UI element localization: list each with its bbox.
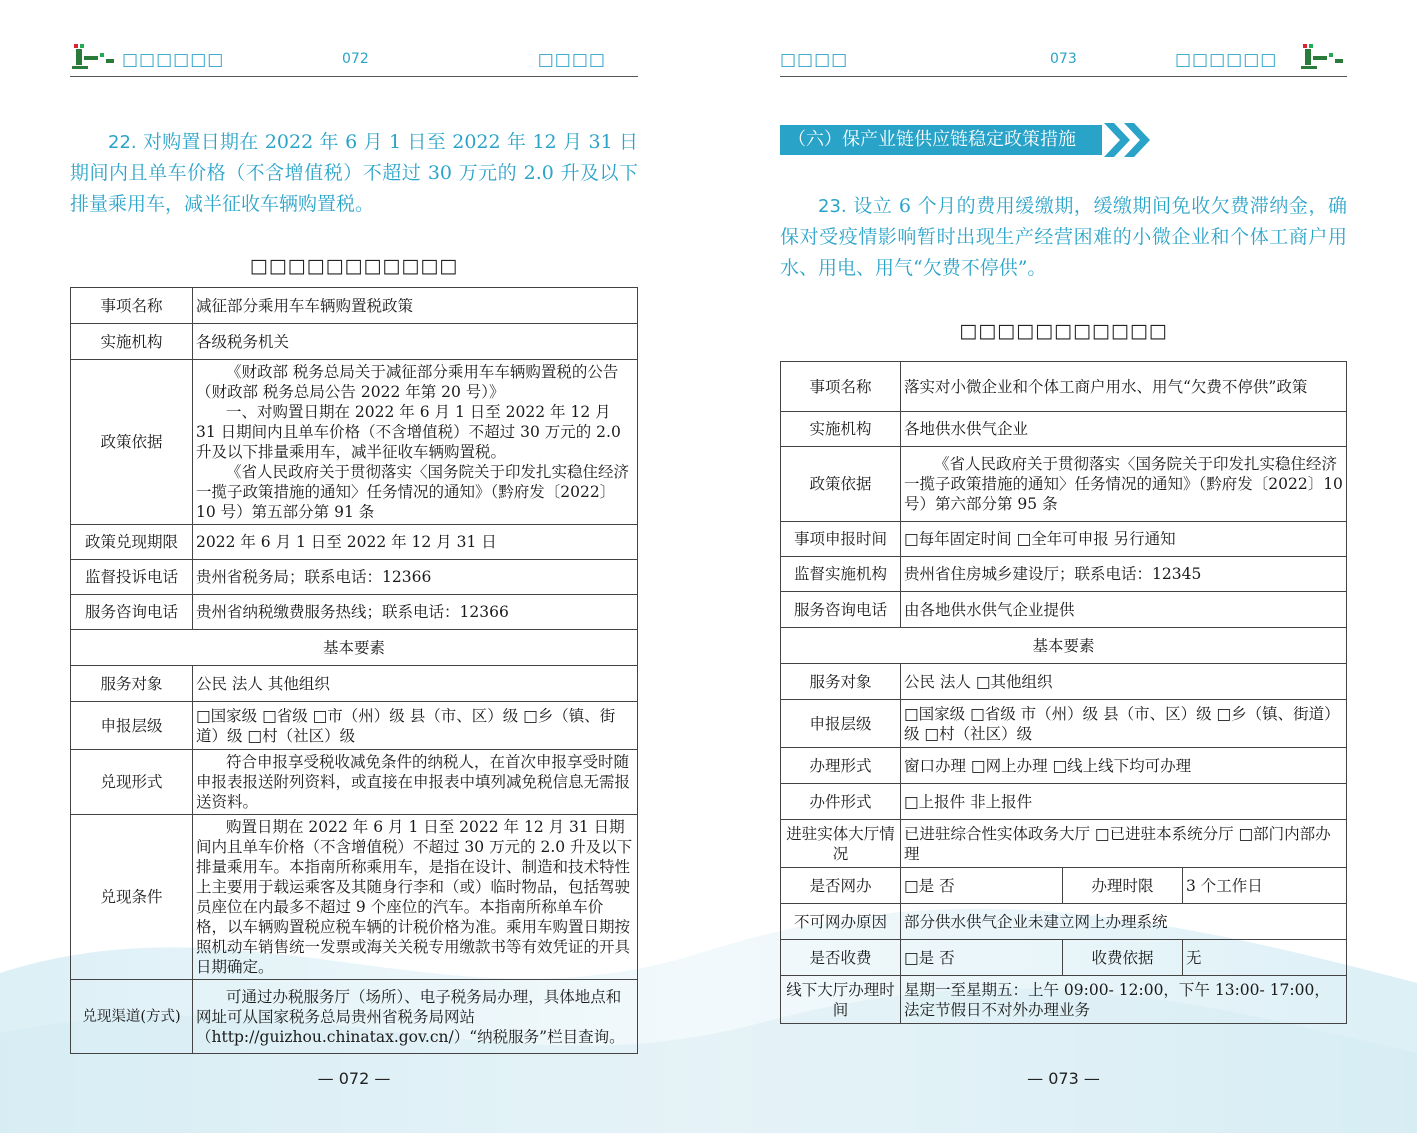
row-value-text: 符合申报享受税收减免条件的纳税人，在首次申报享受时随申报表报送附列资料，或直接在申报表中填列减免税信息无需报送资料。: [196, 753, 631, 811]
double-chevron-icon: [1102, 121, 1154, 159]
page-header: [70, 42, 638, 77]
row-label: 办理时限: [1063, 868, 1183, 904]
table-row: [71, 288, 638, 324]
row-value: [193, 815, 638, 980]
row-value: 公民 法人 □其他组织: [901, 664, 1347, 700]
header-section: □□□□: [780, 50, 849, 70]
header-page-number: 072: [342, 51, 369, 67]
section-heading: 基本要素: [781, 628, 1347, 664]
table-row: [781, 748, 1347, 784]
table-row: [71, 666, 638, 702]
table-row: [781, 784, 1347, 820]
basis-line: 《财政部 税务总局关于减征部分乘用车车辆购置税的公告（财政部 税务总局公告 2022 年第 20 号）》: [196, 363, 619, 401]
row-value: 各级税务机关: [193, 324, 638, 360]
row-value: □是 否: [901, 868, 1063, 904]
row-value: 部分供水供气企业未建立网上办理系统: [901, 904, 1347, 940]
row-value-text: 《省人民政府关于贯彻落实〈国务院关于印发扎实稳住经济一揽子政策措施的通知〉任务情况的通知》（黔府发〔2022〕10 号）第六部分第 95 条: [904, 455, 1343, 513]
row-value: [193, 980, 638, 1054]
row-value: 窗口办理 □网上办理 □线上线下均可办理: [901, 748, 1347, 784]
row-label: 申报层级: [781, 700, 901, 748]
row-value-text: 可通过办税服务厅（场所）、电子税务局办理，具体地点和网址可从国家税务总局贵州省税务局网站（http://guizhou.chinatax.gov.cn/）“纳税服务”栏目查询。: [196, 987, 625, 1046]
policy-lead-paragraph: [780, 191, 1347, 284]
row-value: 贵州省税务局；联系电话：12366: [193, 560, 638, 595]
row-label: 兑现条件: [71, 815, 193, 980]
row-value: 减征部分乘用车车辆购置税政策: [193, 288, 638, 324]
row-label: 是否收费: [781, 940, 901, 976]
row-label: 是否网办: [781, 868, 901, 904]
table-row: [71, 750, 638, 815]
table-row: [781, 940, 1347, 976]
page-footer-number: — 073 —: [1027, 1069, 1100, 1088]
policy-info-table: [780, 361, 1347, 1024]
row-label: 兑现形式: [71, 750, 193, 815]
page-footer-number: — 072 —: [317, 1069, 391, 1088]
pixel-logo-icon: [1299, 42, 1347, 72]
row-label: 办件形式: [781, 784, 901, 820]
row-value: □每年固定时间 □全年可申报 另行通知: [901, 522, 1347, 557]
table-row: [781, 700, 1347, 748]
row-value: 3 个工作日: [1183, 868, 1347, 904]
row-label: 服务咨询电话: [71, 595, 193, 630]
row-value: □国家级 □省级 市（州）级 县（市、区）级 □乡（镇、街道）级 □村（社区）级: [901, 700, 1347, 748]
header-section: □□□□: [537, 50, 606, 70]
table-section-row: [71, 630, 638, 666]
row-value-text: 购置日期在 2022 年 6 月 1 日至 2022 年 12 月 31 日期间内且单车价格（不含增值税）不超过 30 万元的 2.0 升及以下排量乘用车。本指南所称乘用车，是指在设计、制造和技术特性上主要用于载运乘客及其随身行李和（或）临时物品，包括驾驶员座位在内最多不超过 9 个座位的汽车。本指南所称单车价格，以车辆购置税应税车辆的计税价格为准。乘用车购置日期按照机动车销售统一发票或海关关税专用缴款书等有效凭证的开具日期确定。: [196, 818, 633, 976]
basis-line: 《省人民政府关于贯彻落实〈国务院关于印发扎实稳住经济一揽子政策措施的通知〉任务情况的通知》（黔府发〔2022〕10 号）第五部分第 91 条: [196, 463, 630, 521]
header-title: □□□□□□: [122, 50, 225, 70]
table-row: [71, 324, 638, 360]
row-label: 申报层级: [71, 702, 193, 750]
policy-number: 22.: [108, 132, 137, 153]
row-label: 监督投诉电话: [71, 560, 193, 595]
policy-text: 对购置日期在 2022 年 6 月 1 日至 2022 年 12 月 31 日期间内且单车价格（不含增值税）不超过 30 万元的 2.0 升及以下排量乘用车，减半征收车辆购置税。: [70, 131, 638, 215]
table-row: [781, 904, 1347, 940]
table-row: [781, 362, 1347, 412]
row-label: 实施机构: [71, 324, 193, 360]
policy-lead-paragraph: [70, 127, 638, 220]
table-row: [781, 820, 1347, 868]
row-value: 贵州省住房城乡建设厅；联系电话：12345: [901, 557, 1347, 592]
table-row: [71, 595, 638, 630]
row-value: □是 否: [901, 940, 1063, 976]
row-label: 进驻实体大厅情况: [781, 820, 901, 868]
section-banner: （六）保产业链供应链稳定政策措施: [780, 125, 1102, 155]
left-page: [70, 0, 638, 1133]
table-row: [781, 447, 1347, 522]
row-label: 办理形式: [781, 748, 901, 784]
table-row: [781, 868, 1347, 904]
row-value: □上报件 非上报件: [901, 784, 1347, 820]
row-value: 公民 法人 其他组织: [193, 666, 638, 702]
table-row: [781, 592, 1347, 628]
row-value: 各地供水供气企业: [901, 412, 1347, 447]
table-row: [781, 664, 1347, 700]
section-heading: 基本要素: [71, 630, 638, 666]
table-row: [781, 522, 1347, 557]
row-value: 落实对小微企业和个体工商户用水、用气“欠费不停供”政策: [901, 362, 1347, 412]
table-title: □□□□□□□□□□□: [249, 255, 459, 277]
policy-number: 23.: [818, 196, 847, 217]
table-row: [71, 980, 638, 1054]
row-label: 线下大厅办理时间: [781, 976, 901, 1024]
row-label: 事项名称: [71, 288, 193, 324]
table-row: [71, 702, 638, 750]
pixel-logo-icon: [70, 42, 118, 72]
row-value: 由各地供水供气企业提供: [901, 592, 1347, 628]
row-label: 事项申报时间: [781, 522, 901, 557]
table-title: □□□□□□□□□□□: [959, 320, 1168, 342]
row-label: 兑现渠道(方式): [71, 980, 193, 1054]
table-row: [781, 412, 1347, 447]
row-value: 贵州省纳税缴费服务热线；联系电话：12366: [193, 595, 638, 630]
table-row: [781, 976, 1347, 1024]
basis-line: 一、对购置日期在 2022 年 6 月 1 日至 2022 年 12 月 31 日期间内且单车价格（不含增值税）不超过 30 万元的 2.0 升及以下排量乘用车，减半征收车辆购置税。: [196, 403, 621, 461]
table-row: [71, 815, 638, 980]
page-header: [780, 42, 1347, 77]
row-value: [193, 750, 638, 815]
row-label: 服务对象: [781, 664, 901, 700]
row-label: 服务咨询电话: [781, 592, 901, 628]
right-page: [780, 0, 1347, 1133]
table-section-row: [781, 628, 1347, 664]
row-label: 政策依据: [71, 360, 193, 525]
row-value: 星期一至星期五：上午 09:00- 12:00，下午 13:00- 17:00，法定节假日不对外办理业务: [901, 976, 1347, 1024]
row-label: 实施机构: [781, 412, 901, 447]
header-title: □□□□□□: [1175, 50, 1278, 70]
table-row: [71, 360, 638, 525]
policy-text: 设立 6 个月的费用缓缴期，缓缴期间免收欠费滞纳金，确保对受疫情影响暂时出现生产经营困难的小微企业和个体工商户用水、用电、用气“欠费不停供”。: [780, 195, 1348, 279]
table-row: [71, 560, 638, 595]
row-value: □国家级 □省级 □市（州）级 县（市、区）级 □乡（镇、街道）级 □村（社区）级: [193, 702, 638, 750]
row-label: 事项名称: [781, 362, 901, 412]
row-label: 不可网办原因: [781, 904, 901, 940]
row-label: 政策依据: [781, 447, 901, 522]
row-label: 政策兑现期限: [71, 525, 193, 560]
row-value: 已进驻综合性实体政务大厅 □已进驻本系统分厅 □部门内部办理: [901, 820, 1347, 868]
header-page-number: 073: [1050, 51, 1077, 67]
row-label: 收费依据: [1063, 940, 1183, 976]
row-value: 2022 年 6 月 1 日至 2022 年 12 月 31 日: [193, 525, 638, 560]
row-label: 服务对象: [71, 666, 193, 702]
row-value: [901, 447, 1347, 522]
row-value: 无: [1183, 940, 1347, 976]
row-label: 监督实施机构: [781, 557, 901, 592]
table-row: [71, 525, 638, 560]
table-row: [781, 557, 1347, 592]
policy-info-table: [70, 287, 638, 1054]
row-value: [193, 360, 638, 525]
